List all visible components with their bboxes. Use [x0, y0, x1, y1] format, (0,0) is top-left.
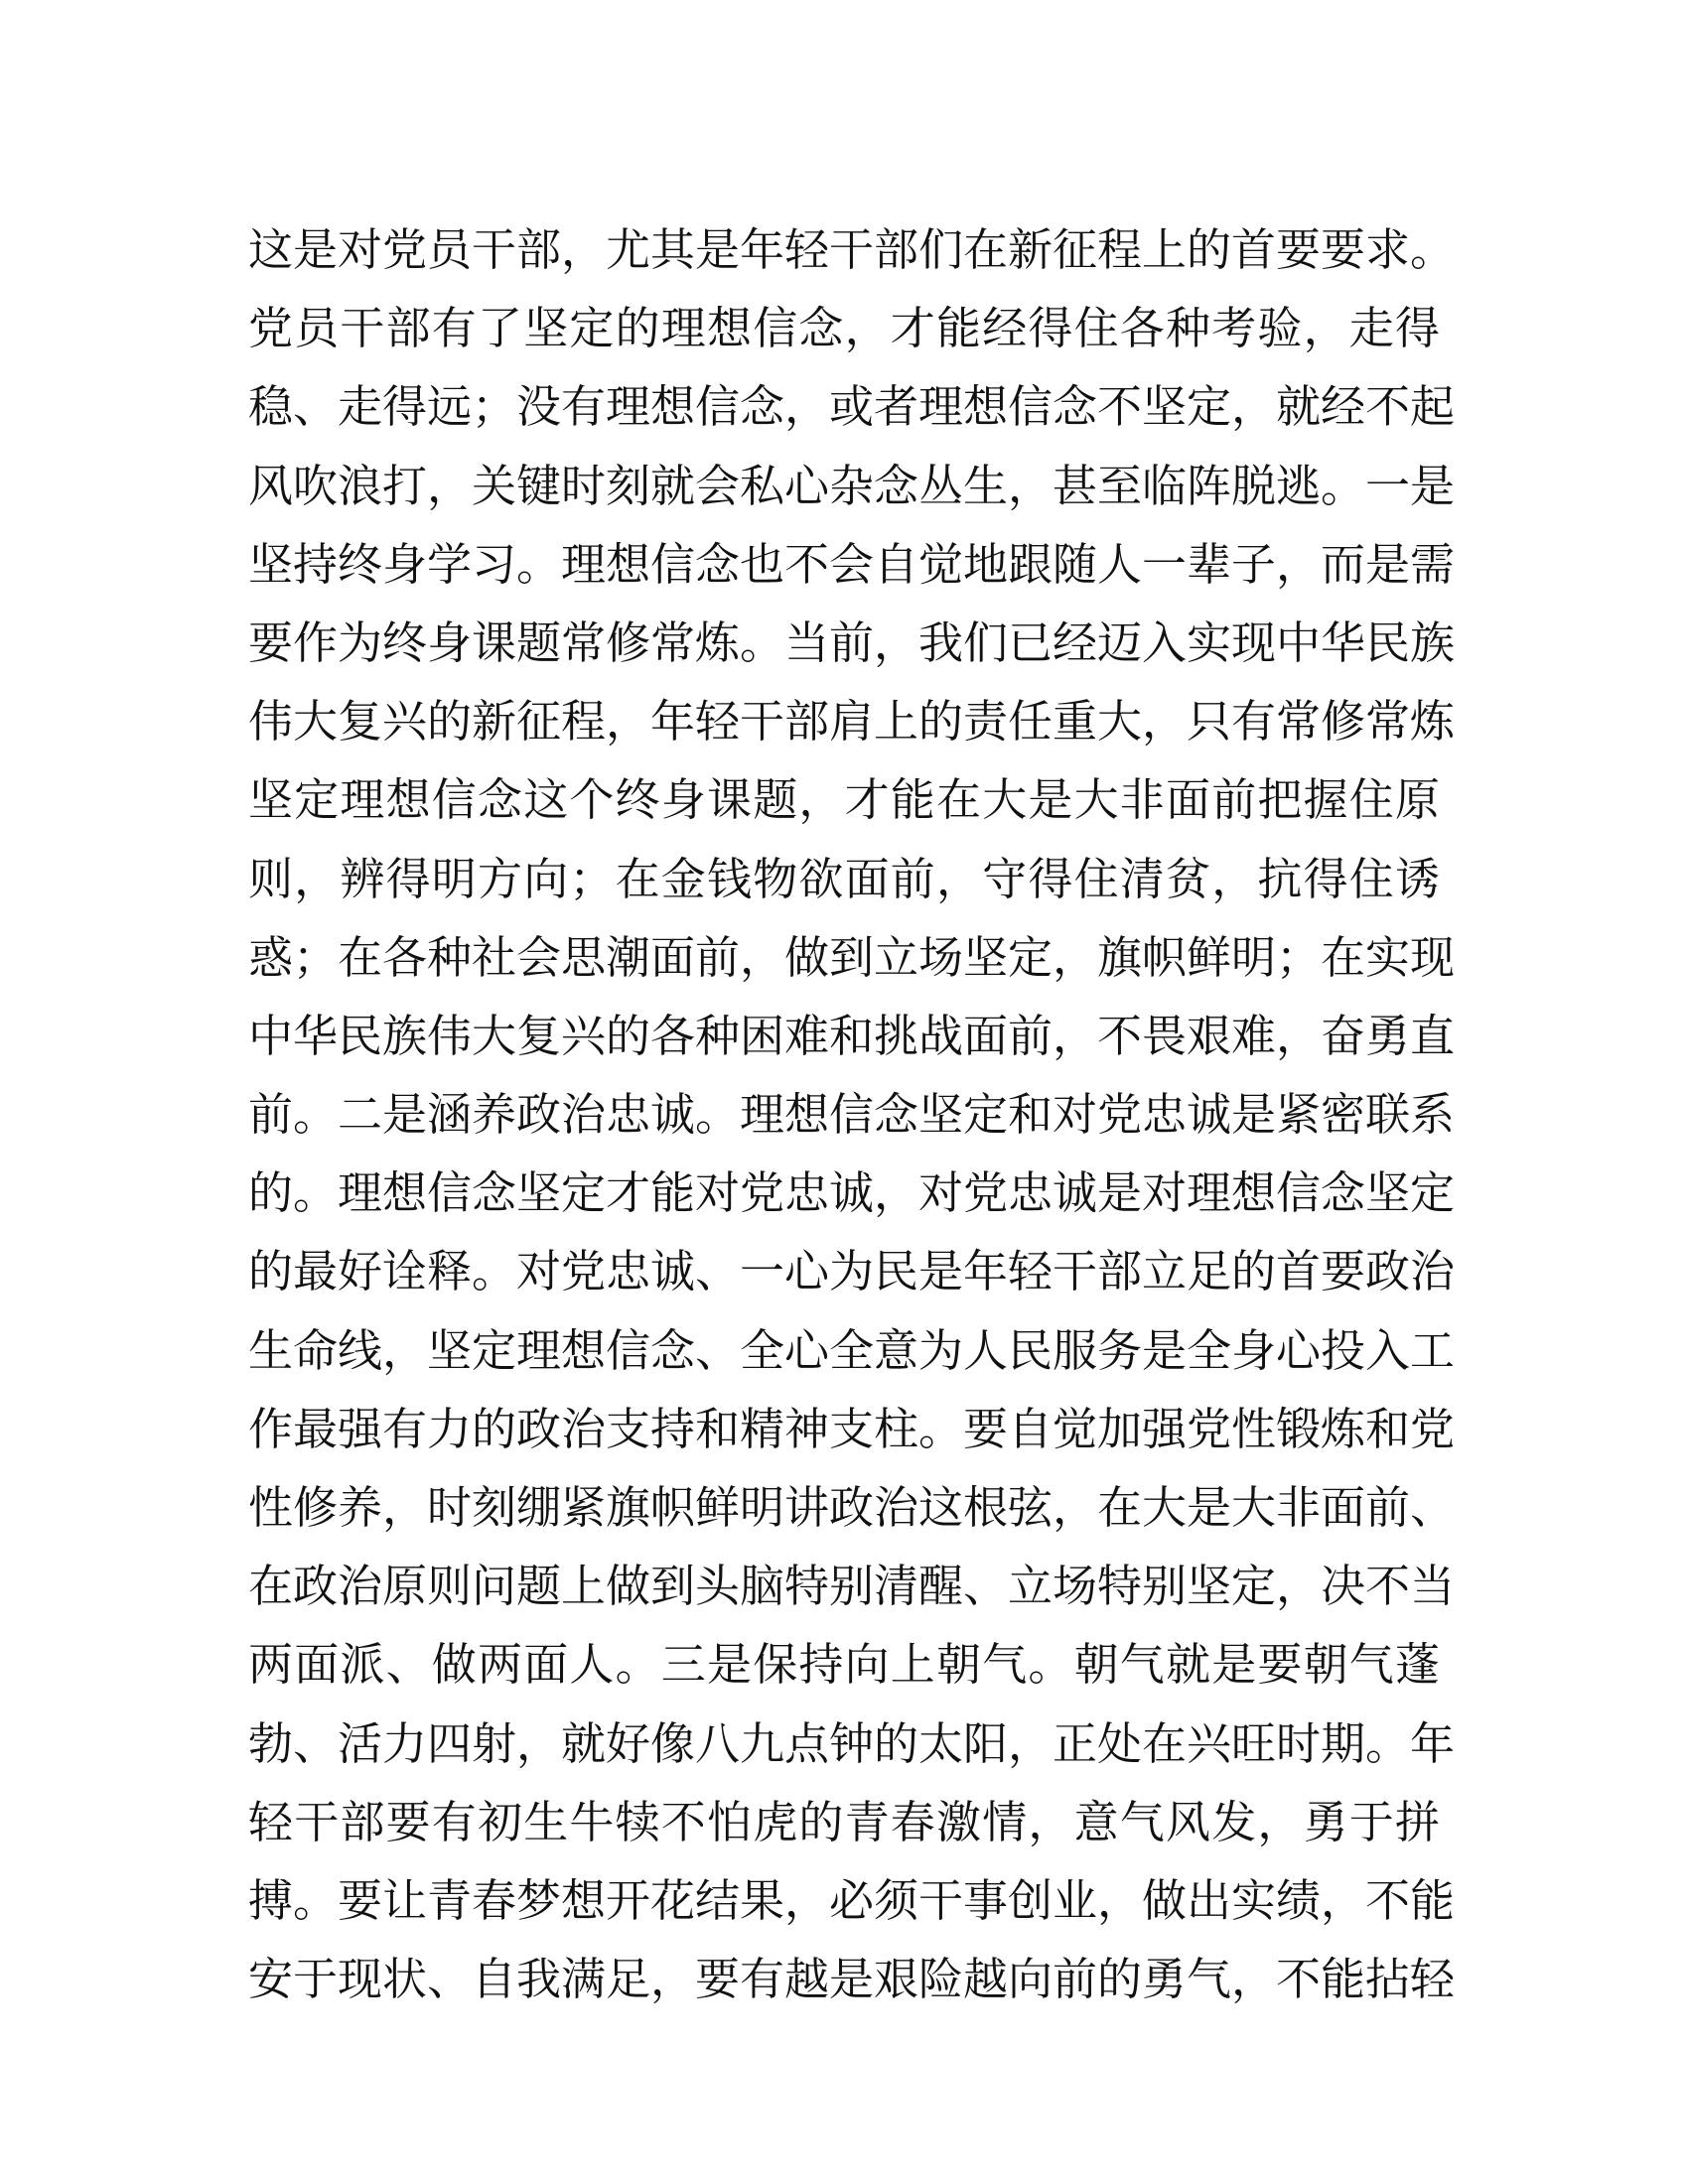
text-line: 的最好诠释。对党忠诚、一心为民是年轻干部立足的首要政治 [248, 1245, 1456, 1298]
text-line: 勃、活力四射，就好像八九点钟的太阳，正处在兴旺时期。年 [248, 1716, 1456, 1770]
text-line: 性修养，时刻绷紧旗帜鲜明讲政治这根弦，在大是大非面前、 [248, 1481, 1456, 1534]
text-line: 前。二是涵养政治忠诚。理想信念坚定和对党忠诚是紧密联系 [248, 1088, 1456, 1142]
text-line: 风吹浪打，关键时刻就会私心杂念丛生，甚至临阵脱逃。一是 [248, 459, 1456, 512]
text-line: 两面派、做两面人。三是保持向上朝气。朝气就是要朝气蓬 [248, 1638, 1440, 1692]
text-line: 的。理想信念坚定才能对党忠诚，对党忠诚是对理想信念坚定 [248, 1166, 1456, 1220]
text-line: 则，辨得明方向；在金钱物欲面前，守得住清贫，抗得住诱 [248, 852, 1440, 905]
text-line: 党员干部有了坚定的理想信念，才能经得住各种考验，走得 [248, 302, 1440, 355]
text-line: 稳、走得远；没有理想信念，或者理想信念不坚定，就经不起 [248, 380, 1456, 434]
text-line: 中华民族伟大复兴的各种困难和挑战面前，不畏艰难，奋勇直 [248, 1009, 1456, 1062]
text-line: 惑；在各种社会思潮面前，做到立场坚定，旗帜鲜明；在实现 [248, 930, 1456, 984]
text-line: 搏。要让青春梦想开花结果，必须干事创业，做出实绩，不能 [248, 1873, 1456, 1927]
text-line: 伟大复兴的新征程，年轻干部肩上的责任重大，只有常修常炼 [248, 695, 1456, 749]
body-paragraph [248, 210, 1456, 2018]
text-line: 安于现状、自我满足，要有越是艰险越向前的勇气，不能拈轻 [248, 1953, 1456, 2006]
text-line: 坚定理想信念这个终身课题，才能在大是大非面前把握住原 [248, 773, 1440, 827]
text-line: 轻干部要有初生牛犊不怕虎的青春激情，意气风发，勇于拼 [248, 1795, 1440, 1848]
text-line: 坚持终身学习。理想信念也不会自觉地跟随人一辈子，而是需 [248, 537, 1456, 591]
text-line: 要作为终身课题常修常炼。当前，我们已经迈入实现中华民族 [248, 615, 1456, 669]
text-line: 作最强有力的政治支持和精神支柱。要自觉加强党性锻炼和党 [248, 1402, 1456, 1455]
text-line: 这是对党员干部，尤其是年轻干部们在新征程上的首要要求。 [248, 223, 1456, 276]
text-line: 在政治原则问题上做到头脑特别清醒、立场特别坚定，决不当 [248, 1560, 1456, 1613]
text-line: 生命线，坚定理想信念、全心全意为人民服务是全身心投入工 [248, 1323, 1456, 1377]
